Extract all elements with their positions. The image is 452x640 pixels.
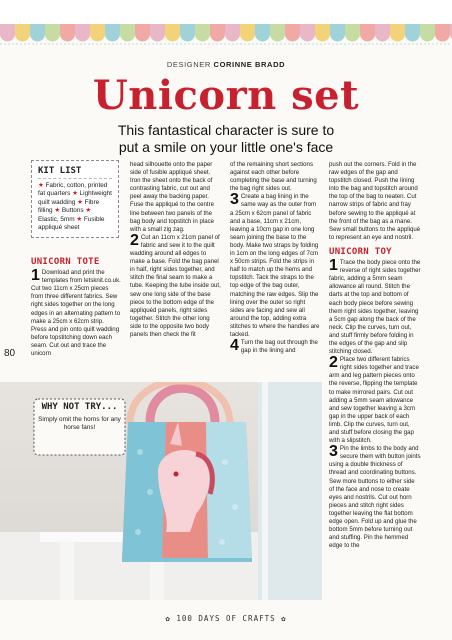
- scallop-band: [390, 24, 405, 34]
- tote-step-4: [230, 339, 320, 355]
- scallop-band: [15, 24, 30, 34]
- kit-item: Fusible appliqué sheet: [38, 215, 105, 232]
- kit-item: Elastic, 5mm: [38, 215, 75, 223]
- scallop-band: [345, 24, 360, 34]
- scallop-band: [315, 24, 330, 34]
- column-4: [329, 161, 421, 550]
- step-number: 1: [329, 257, 338, 275]
- scallop-band: [45, 24, 60, 34]
- kit-list-box: [31, 160, 119, 238]
- tote-heading: UNICORN TOTE: [31, 257, 100, 267]
- step-text: Turn the bag out through the gap in the lining and: [240, 339, 318, 355]
- tote-step-3: [230, 193, 320, 339]
- why-not-try-heading: WHY NOT TRY...: [41, 402, 118, 412]
- designer-prefix: DESIGNER: [166, 60, 211, 69]
- star-icon: ★: [72, 190, 78, 198]
- scallop-band: [105, 24, 120, 34]
- kit-item: Buttons: [61, 207, 84, 215]
- kit-item: Lightweight quilt wadding: [38, 190, 112, 206]
- star-icon: ★: [38, 182, 44, 189]
- step-text: Create a bag lining in the same way as the outer from a 25cm x 62cm panel of fabric and a base, 11cm x 21cm, leaving a 10cm gap in one long seam joining the base to the body. Make two straps by folding in 1cm on the long edges of 7cm x 50cm strips. Fold the strips in half to match up the hems and topstitch. Tack the straps to the top edge of the bag outer, matching the raw edges. Slip the lining over the outer so right sides are facing and sew all around the top, adding extra stitches to where the handles are tacked.: [230, 193, 320, 338]
- toy-step-2: [329, 356, 421, 445]
- scallop-band: [135, 24, 150, 34]
- flower-icon: ✿: [165, 614, 171, 623]
- scallop-band: [255, 24, 270, 34]
- star-icon: ★: [76, 215, 83, 223]
- page-title: Unicorn set: [92, 72, 360, 119]
- kit-list-heading: KIT LIST: [38, 166, 112, 179]
- tote-col4-intro: push out the corners. Fold in the raw edges of the gap and topstitch closed. Push the lining into the bag and topstitch around the top of the bag to neaten. Cut narrow strips of fabric and fray before sewing to the appliqué at the front of the bag as a mane. Sew small buttons to the appliqué to represent an eye and nostril.: [329, 161, 421, 241]
- step-text: Download and print the templates from letsknit.co.uk. Cut two 11cm x 25cm pieces from three different fabrics. Sew right sides together on the long edges in an alternating pattern to make a 25cm x 62cm strip. Press and pin onto quilt wadding before topstitching down each seam. Cut out and trace the unicorn: [31, 269, 121, 358]
- column-1: [31, 258, 121, 358]
- toy-step-3: [329, 445, 421, 550]
- kit-item: Fabric, cotton, printed fat quarters: [38, 182, 108, 198]
- scallop-band: [405, 24, 420, 34]
- star-icon: ★: [85, 207, 92, 215]
- page-number: 80: [4, 348, 16, 359]
- scallop-band: [420, 24, 435, 34]
- why-not-try-box: [33, 398, 126, 456]
- scallop-band: [180, 24, 195, 34]
- scallop-band: [60, 24, 75, 34]
- step-text: Pin the limbs to the body and secure them with button joints using a double thickness of thread and coordinating buttons. Sew more buttons to either side of the face and nose to create eyes and nostrils. Cut out horn pieces and stitch right sides together leaving the flat bottom edge open. Fold up and glue the bottom 5mm before turning out and stuffing. Pin the hemmed edge to the: [329, 445, 421, 550]
- scallop-band: [435, 24, 450, 34]
- tote-step-1: [31, 269, 121, 358]
- scallop-band: [75, 24, 90, 34]
- designer-name: CORINNE BRADD: [213, 60, 286, 69]
- step-number: 2: [130, 231, 139, 249]
- scallop-band: [360, 24, 375, 34]
- scallop-border: [0, 0, 452, 48]
- step-text: Place two different fabrics right sides together and trace arm and leg pattern pieces onto the reverse, flipping the template to make mirrored pairs. Cut out adding a 5mm seam allowance and sew together leaving a 3cm gap in the upper back of each limb. Clip the curves, turn out, and stuff before closing the gap with a slipstitch.: [329, 356, 419, 445]
- scallop-band: [330, 24, 345, 34]
- why-not-try-text: Simply omit the horns for any horse fans!: [38, 416, 121, 432]
- step-number: 2: [329, 354, 338, 372]
- step-number: 3: [329, 443, 338, 461]
- step-number: 3: [230, 191, 239, 209]
- flower-icon: ✿: [281, 614, 287, 623]
- column-3: [230, 161, 320, 355]
- kit-list-items: [38, 182, 112, 232]
- scallop-band: [270, 24, 285, 34]
- step-text: Cut an 11cm x 21cm panel of fabric and sew it to the quilt wadding around all edges to make a base. Fold the bag panel in half, right sides together, and stitch the final seam to make a tube. Keeping the tube inside out, sew one long side of the base piece to the bottom edge of the appliquéd panels, right sides together. Stitch the other long side to the opposite two body panels then check the fit: [130, 233, 221, 338]
- scallop-band: [195, 24, 210, 34]
- column-2: [130, 161, 222, 339]
- scallop-band: [90, 24, 105, 34]
- subtitle-line-1: This fantastical character is sure to: [117, 122, 335, 138]
- scallop-band: [120, 24, 135, 34]
- scallop-band: [210, 24, 225, 34]
- tote-col3-intro: of the remaining short sections against each other before completing the base and turning the bag right sides out.: [230, 161, 317, 193]
- kit-item: Fibre filling: [38, 198, 100, 215]
- tote-step-2: [130, 231, 222, 339]
- footer: [0, 614, 452, 623]
- scallop-band: [375, 24, 390, 34]
- star-icon: ★: [77, 198, 83, 206]
- scallop-band: [165, 24, 180, 34]
- footer-text: 100 DAYS OF CRAFTS: [176, 614, 276, 623]
- step-number: 1: [31, 267, 40, 285]
- scallop-band: [30, 24, 45, 34]
- scallop-band: [150, 24, 165, 34]
- subtitle: [0, 122, 452, 156]
- star-icon: ★: [54, 207, 61, 215]
- toy-step-1: [329, 259, 421, 356]
- scallop-band: [300, 24, 315, 34]
- scallop-band: [225, 24, 240, 34]
- toy-heading: UNICORN TOY: [329, 246, 392, 257]
- scallop-band: [285, 24, 300, 34]
- subtitle-line-2: put a smile on your little one's face: [118, 139, 334, 155]
- step-text: Trace the body piece onto the reverse of right sides together fabric, adding a 5mm seam allowance all round. Stitch the darts at the top and bottom of each body piece before sewing them right sides together, leaving a 5cm gap along the back of the neck. Clip the curves, turn out, and stuff firmly before folding in the edges of the gap and slip stitching closed.: [329, 259, 421, 356]
- tote-col2-intro: head silhouette onto the paper side of fusible appliqué sheet. Iron the sheet onto the back of contrasting fabric, cut out and peel away the backing paper. Fuse the appliqué to the centre line between two panels of the bag body and topstitch in place with a small zig zag.: [130, 161, 215, 233]
- step-number: 4: [230, 337, 239, 355]
- scallop-band: [0, 24, 15, 34]
- designer-credit: [0, 60, 452, 69]
- scallop-band: [240, 24, 255, 34]
